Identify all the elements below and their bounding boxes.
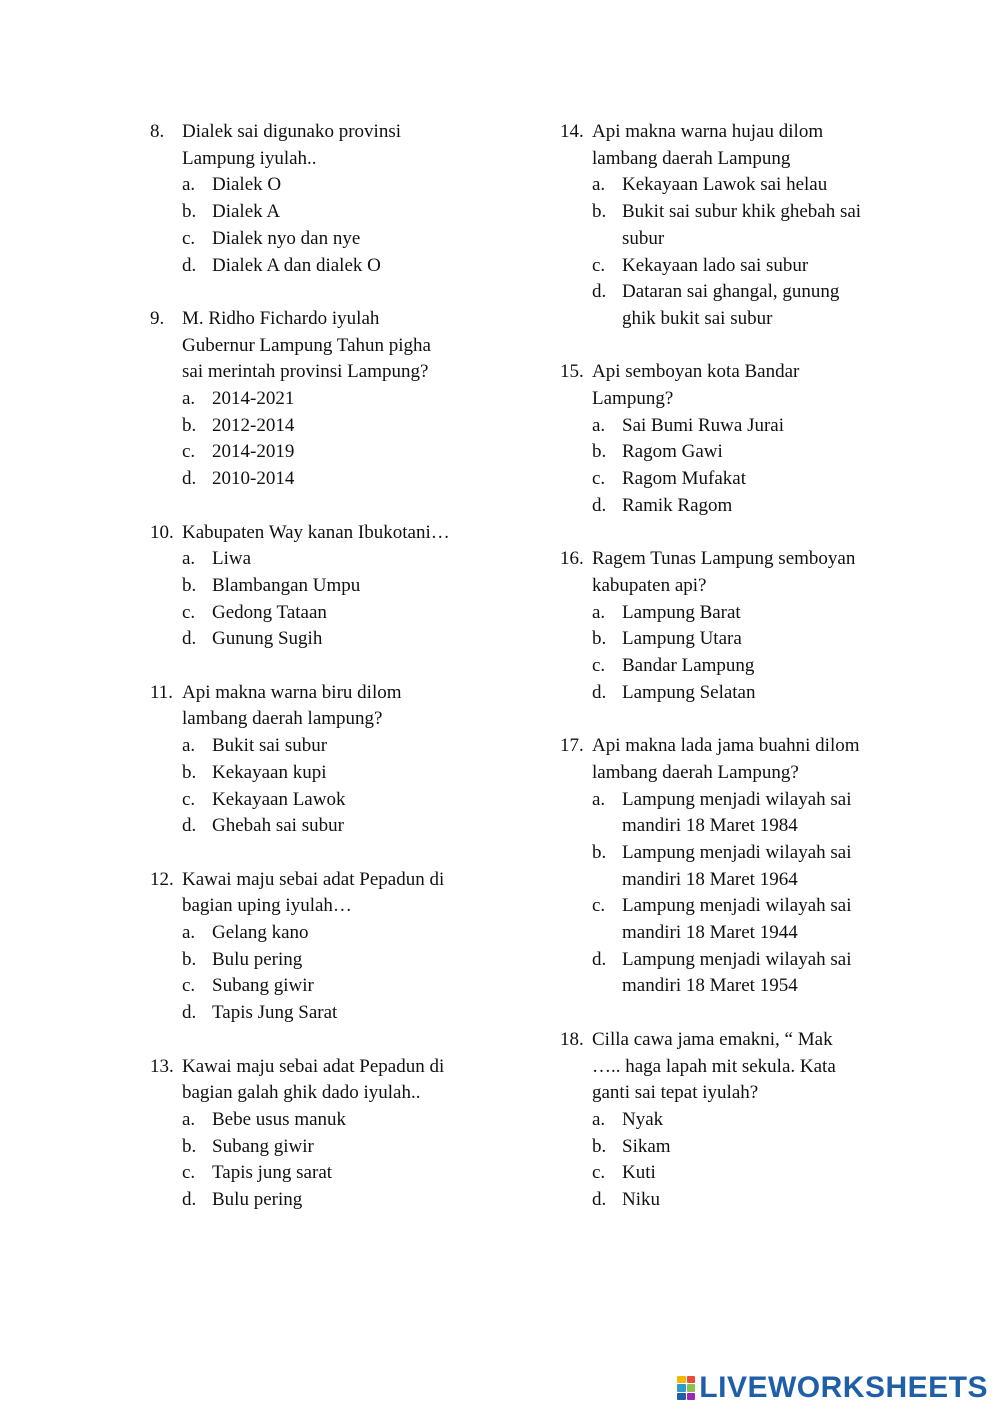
option-text: ghik bukit sai subur (622, 307, 773, 329)
question-text-line: Api makna lada jama buahni dilom (592, 735, 860, 757)
option-text: subur (622, 227, 665, 249)
option-letter: d. (182, 815, 197, 837)
question (150, 680, 490, 840)
option-text: Ramik Ragom (622, 494, 733, 516)
question-text-line: kabupaten api? (592, 574, 707, 596)
option-text: Ghebah sai subur (212, 815, 344, 837)
question (150, 867, 490, 1027)
option-text: Dialek A (212, 201, 281, 223)
option-text: Kuti (622, 1162, 656, 1184)
answer-options (560, 413, 890, 520)
option-letter: c. (182, 788, 196, 810)
logo-mark-square (687, 1384, 696, 1391)
option-text: Lampung Selatan (622, 681, 756, 703)
option-letter: a. (182, 548, 196, 570)
option-text: 2010-2014 (212, 468, 295, 490)
option-text: Liwa (212, 548, 252, 570)
answer-option[interactable] (182, 1107, 490, 1134)
answer-options (150, 386, 490, 493)
option-letter: c. (592, 254, 606, 276)
option-text: mandiri 18 Maret 1944 (622, 922, 798, 944)
question-text-line: lambang daerah Lampung? (592, 761, 799, 783)
answer-options (560, 172, 890, 332)
option-letter: b. (592, 628, 607, 650)
question-text (182, 680, 490, 733)
option-letter: d. (592, 281, 607, 303)
logo-mark-square (677, 1393, 686, 1400)
option-letter: d. (592, 948, 607, 970)
question-text-line: bagian uping iyulah… (182, 895, 352, 917)
option-text: Lampung menjadi wilayah sai (622, 948, 852, 970)
option-letter: d. (592, 1189, 607, 1211)
option-text: Ragom Gawi (622, 441, 723, 463)
option-text: Dataran sai ghangal, gunung (622, 281, 840, 303)
option-letter: c. (182, 441, 196, 463)
answer-options (150, 733, 490, 840)
answer-option[interactable] (182, 733, 490, 760)
answer-option[interactable] (592, 439, 890, 466)
option-text: Bandar Lampung (622, 655, 755, 677)
answer-option[interactable] (592, 626, 890, 653)
answer-option[interactable] (592, 172, 890, 199)
question-text-line: Lampung iyulah.. (182, 147, 317, 169)
answer-option[interactable] (182, 546, 490, 573)
option-text: 2014-2019 (212, 441, 295, 463)
question-text-line: lambang daerah Lampung (592, 147, 791, 169)
question (150, 520, 490, 654)
answer-option[interactable] (182, 1187, 490, 1214)
answer-option[interactable] (182, 813, 490, 840)
logo-mark-square (677, 1384, 686, 1391)
question-number: 10. (150, 521, 174, 543)
option-text: Bukit sai subur khik ghebah sai (622, 201, 862, 223)
answer-options (150, 920, 490, 1027)
answer-option[interactable] (592, 1134, 890, 1161)
answer-options (560, 787, 890, 1001)
option-text: Ragom Mufakat (622, 468, 747, 490)
answer-option[interactable] (592, 680, 890, 707)
option-letter: c. (592, 655, 606, 677)
option-letter: b. (182, 1135, 197, 1157)
logo-mark-square (687, 1376, 696, 1383)
option-text: Lampung menjadi wilayah sai (622, 841, 852, 863)
answer-option[interactable] (182, 226, 490, 253)
option-text: Lampung menjadi wilayah sai (622, 788, 852, 810)
right-column (560, 119, 890, 1240)
option-text: Sikam (622, 1135, 671, 1157)
question-text (182, 306, 490, 386)
question (560, 546, 890, 706)
answer-option[interactable] (182, 787, 490, 814)
question-text (592, 359, 890, 412)
option-letter: b. (592, 1135, 607, 1157)
answer-option[interactable] (182, 1000, 490, 1027)
option-text: Blambangan Umpu (212, 574, 361, 596)
option-text: Kekayaan lado sai subur (622, 254, 809, 276)
option-text: 2012-2014 (212, 414, 295, 436)
option-text: Sai Bumi Ruwa Jurai (622, 414, 785, 436)
option-letter: b. (592, 441, 607, 463)
option-letter: b. (182, 574, 197, 596)
question-text-line: Kabupaten Way kanan Ibukotani… (182, 521, 450, 543)
answer-option[interactable] (592, 600, 890, 627)
question-number: 13. (150, 1055, 174, 1077)
answer-option[interactable] (182, 253, 490, 280)
option-letter: b. (182, 948, 197, 970)
option-letter: b. (592, 201, 607, 223)
logo-mark-square (677, 1376, 686, 1383)
question-number: 12. (150, 868, 174, 890)
logo-mark-square (687, 1393, 696, 1400)
option-text: Tapis jung sarat (212, 1162, 333, 1184)
option-letter: b. (182, 414, 197, 436)
option-letter: c. (182, 1162, 196, 1184)
option-text: Subang giwir (212, 975, 314, 997)
option-text: Bukit sai subur (212, 735, 328, 757)
answer-option[interactable] (592, 787, 890, 840)
answer-option[interactable] (182, 600, 490, 627)
answer-option[interactable] (592, 1160, 890, 1187)
option-letter: a. (592, 414, 606, 436)
option-letter: a. (182, 174, 196, 196)
option-text: Lampung Barat (622, 601, 741, 623)
option-text: mandiri 18 Maret 1964 (622, 868, 798, 890)
question (150, 119, 490, 279)
option-letter: b. (182, 761, 197, 783)
option-text: Bebe usus manuk (212, 1108, 347, 1130)
option-letter: d. (182, 1189, 197, 1211)
option-text: Kekayaan kupi (212, 761, 327, 783)
answer-options (560, 600, 890, 707)
answer-option[interactable] (592, 840, 890, 893)
option-letter: a. (592, 174, 606, 196)
answer-option[interactable] (592, 893, 890, 946)
question-number: 8. (150, 121, 165, 142)
question-text-line: Kawai maju sebai adat Pepadun di (182, 1055, 445, 1077)
answer-option[interactable] (592, 413, 890, 440)
question (560, 1027, 890, 1214)
question-text-line: Ragem Tunas Lampung semboyan (592, 548, 856, 570)
answer-option[interactable] (592, 653, 890, 680)
question-text (182, 119, 490, 172)
question-text-line: sai merintah provinsi Lampung? (182, 361, 429, 383)
question-text-line: Dialek sai digunako provinsi (182, 121, 401, 142)
answer-option[interactable] (182, 760, 490, 787)
left-column (150, 119, 490, 1240)
question-number: 9. (150, 307, 165, 329)
answer-options (150, 546, 490, 653)
option-text: Dialek O (212, 174, 282, 196)
answer-option[interactable] (182, 947, 490, 974)
answer-options (150, 172, 490, 279)
option-letter: b. (592, 841, 607, 863)
option-text: Niku (622, 1189, 660, 1211)
question-text (592, 119, 890, 172)
option-text: Gelang kano (212, 922, 309, 944)
answer-options (560, 1107, 890, 1214)
answer-option[interactable] (592, 253, 890, 280)
option-text: Bulu pering (212, 1189, 303, 1211)
question-number: 11. (150, 681, 174, 703)
option-text: mandiri 18 Maret 1984 (622, 815, 798, 837)
option-text: Lampung menjadi wilayah sai (622, 895, 852, 917)
liveworksheets-mark-icon (677, 1376, 695, 1400)
option-text: Nyak (622, 1108, 664, 1130)
option-text: Subang giwir (212, 1135, 314, 1157)
option-text: Gedong Tataan (212, 601, 327, 623)
answer-option[interactable] (182, 413, 490, 440)
option-letter: a. (182, 1108, 196, 1130)
answer-option[interactable] (182, 386, 490, 413)
answer-option[interactable] (182, 439, 490, 466)
question-text (182, 867, 490, 920)
question-text-line: ….. haga lapah mit sekula. Kata (592, 1055, 836, 1077)
option-text: Dialek nyo dan nye (212, 227, 361, 249)
option-letter: a. (182, 735, 196, 757)
question-number: 15. (560, 361, 584, 383)
option-text: Bulu pering (212, 948, 303, 970)
answer-option[interactable] (182, 466, 490, 493)
question-text (182, 1054, 490, 1107)
option-letter: a. (182, 388, 196, 410)
question-text-line: Api makna warna biru dilom (182, 681, 402, 703)
answer-option[interactable] (182, 573, 490, 600)
answer-option[interactable] (592, 1187, 890, 1214)
question-text-line: ganti sai tepat iyulah? (592, 1082, 759, 1104)
option-letter: a. (592, 601, 606, 623)
question-text (592, 1027, 890, 1107)
question-text-line: M. Ridho Fichardo iyulah (182, 307, 380, 329)
answer-option[interactable] (182, 626, 490, 653)
option-letter: c. (182, 601, 196, 623)
option-text: Tapis Jung Sarat (212, 1002, 338, 1024)
answer-option[interactable] (592, 466, 890, 493)
option-letter: c. (182, 975, 196, 997)
option-letter: d. (182, 254, 197, 276)
option-letter: c. (592, 895, 606, 917)
question-text-line: Gubernur Lampung Tahun pigha (182, 334, 431, 356)
question (560, 733, 890, 1000)
question (560, 359, 890, 519)
logo-text: LIVEWORKSHEETS (699, 1371, 988, 1404)
question-text-line: Lampung? (592, 388, 674, 410)
option-letter: d. (182, 468, 197, 490)
question (150, 306, 490, 493)
question-text-line: bagian galah ghik dado iyulah.. (182, 1082, 421, 1104)
answer-option[interactable] (182, 1134, 490, 1161)
question-number: 18. (560, 1028, 584, 1050)
question-text (182, 520, 490, 547)
option-letter: c. (592, 468, 606, 490)
option-text: Dialek A dan dialek O (212, 254, 381, 276)
option-text: Kekayaan Lawok (212, 788, 346, 810)
answer-option[interactable] (592, 493, 890, 520)
question-text-line: Cilla cawa jama emakni, “ Mak (592, 1028, 833, 1050)
option-letter: d. (182, 1002, 197, 1024)
option-letter: a. (592, 1108, 606, 1130)
option-letter: d. (592, 681, 607, 703)
option-letter: a. (592, 788, 606, 810)
question (560, 119, 890, 333)
answer-option[interactable] (592, 199, 890, 252)
option-letter: d. (182, 628, 197, 650)
question-number: 16. (560, 548, 584, 570)
question (150, 1054, 490, 1214)
answer-option[interactable] (182, 973, 490, 1000)
question-number: 17. (560, 735, 584, 757)
question-text-line: Api semboyan kota Bandar (592, 361, 800, 383)
option-letter: c. (592, 1162, 606, 1184)
liveworksheets-logo (677, 1370, 988, 1406)
question-text-line: Api makna warna hujau dilom (592, 121, 824, 142)
answer-option[interactable] (182, 199, 490, 226)
answer-option[interactable] (182, 920, 490, 947)
option-text: Lampung Utara (622, 628, 742, 650)
answer-option[interactable] (592, 947, 890, 1000)
question-text-line: Kawai maju sebai adat Pepadun di (182, 868, 445, 890)
option-text: Kekayaan Lawok sai helau (622, 174, 828, 196)
answer-option[interactable] (592, 1107, 890, 1134)
option-letter: d. (592, 494, 607, 516)
question-text (592, 733, 890, 786)
option-text: Gunung Sugih (212, 628, 323, 650)
answer-option[interactable] (592, 279, 890, 332)
question-text-line: lambang daerah lampung? (182, 708, 383, 730)
option-letter: a. (182, 922, 196, 944)
option-text: 2014-2021 (212, 388, 295, 410)
option-letter: c. (182, 227, 196, 249)
question-text (592, 546, 890, 599)
option-letter: b. (182, 201, 197, 223)
answer-option[interactable] (182, 1160, 490, 1187)
answer-option[interactable] (182, 172, 490, 199)
question-number: 14. (560, 121, 584, 142)
option-text: mandiri 18 Maret 1954 (622, 975, 798, 997)
answer-options (150, 1107, 490, 1214)
